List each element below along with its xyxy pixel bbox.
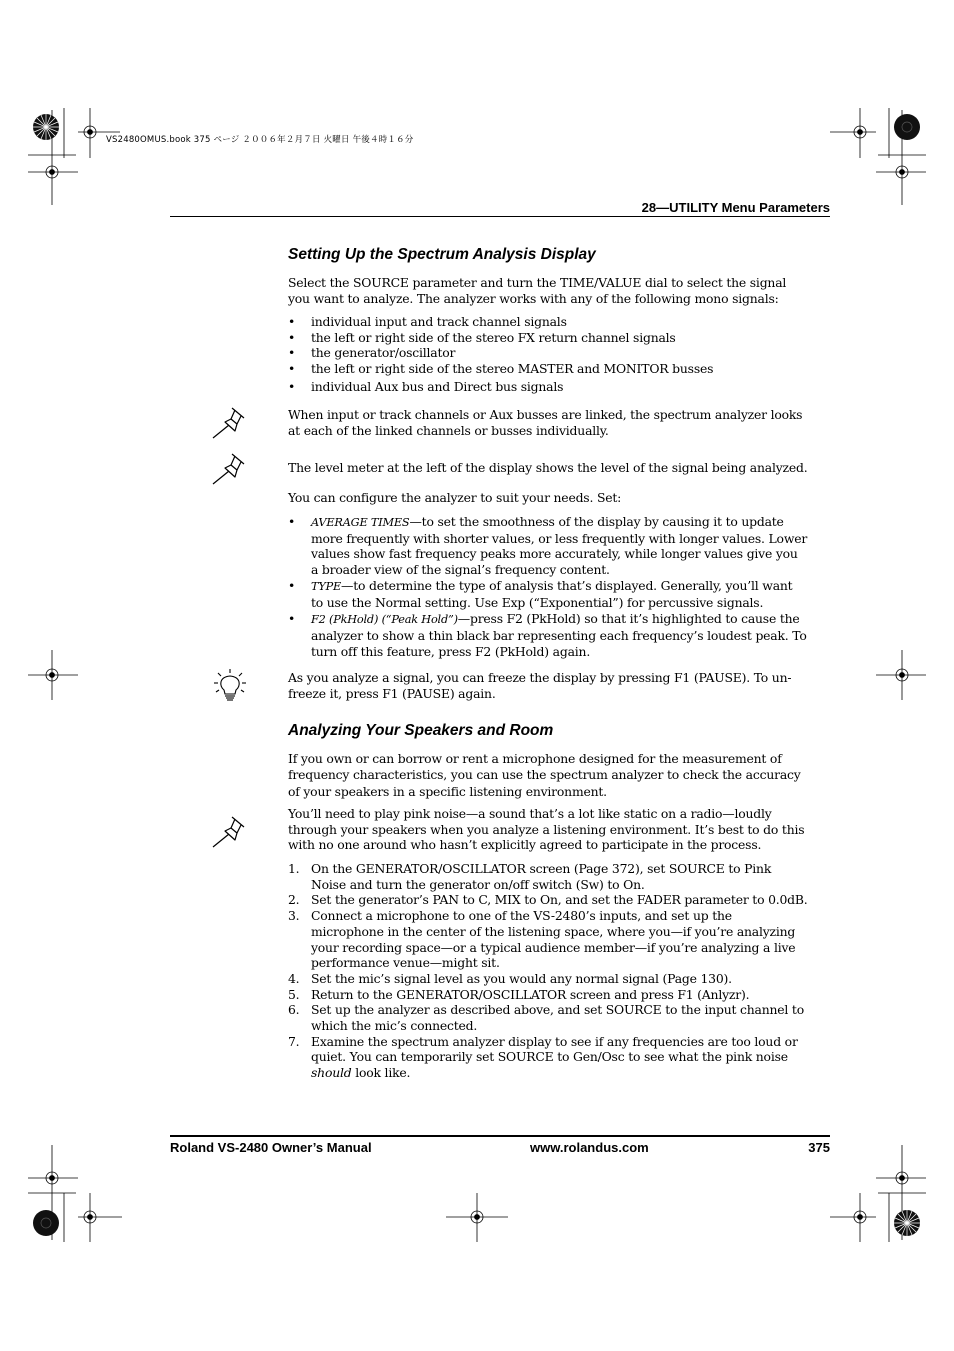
note-level-meter: The level meter at the left of the display shows the level of the signal being analyzed.	[288, 460, 808, 475]
list-item: 1. On the GENERATOR/OSCILLATOR screen (Page 372), set SOURCE to Pink Noise and turn the generator on/off switch (Sw) to On.	[288, 861, 772, 892]
note-linked-channels: When input or track channels or Aux busses are linked, the spectrum analyzer looks at each of the linked channels or busses individually.	[288, 407, 803, 438]
steps-list	[288, 861, 808, 1081]
chapter-header: 28—UTILITY Menu Parameters	[641, 200, 830, 215]
list-item: 6. Set up the analyzer as described above, and set SOURCE to the input channel to which the mic’s connected.	[288, 1002, 804, 1034]
footer-rule	[170, 1135, 830, 1137]
list-item: • the left or right side of the stereo MASTER and MONITOR busses	[288, 361, 714, 377]
tip-freeze-display: As you analyze a signal, you can freeze the display by pressing F1 (PAUSE). To un-freeze it, press F1 (PAUSE) again.	[288, 670, 792, 701]
section2-intro: If you own or can borrow or rent a microphone designed for the measurement of frequency characteristics, you can use the spectrum analyzer to check the accuracy of your speakers in a specific listening environment.	[288, 751, 801, 799]
section-heading-speakers-room: Analyzing Your Speakers and Room	[288, 722, 554, 739]
configure-intro: You can configure the analyzer to suit your needs. Set:	[288, 490, 622, 505]
list-item: • individual Aux bus and Direct bus signals	[288, 378, 564, 394]
list-item: 5. Return to the GENERATOR/OSCILLATOR screen and press F1 (Anlyzr).	[288, 986, 750, 1002]
list-item: • F2 (PkHold) (“Peak Hold”)—press F2 (PkHold) so that it’s highlighted to cause the analyzer to show a thin black bar representing each frequency’s loudest peak. To turn off this feature, press F2 (PkHold) again.	[288, 611, 807, 659]
list-item: 7. Examine the spectrum analyzer display to see if any frequencies are too loud or quiet. You can temporarily set SOURCE to Gen/Osc to see what the pink noise should look like.	[288, 1033, 798, 1081]
list-item: • the generator/oscillator	[288, 345, 456, 361]
footer-manual-title: Roland VS-2480 Owner’s Manual	[170, 1140, 372, 1155]
footer-url: www.rolandus.com	[530, 1140, 649, 1155]
list-item: 3. Connect a microphone to one of the VS-2480’s inputs, and set up the microphone in the center of the listening space, where you—if you’re analyzing your recording space—or a typical audience member—if you’re analyzing a live performance venue—might sit.	[288, 908, 796, 971]
page-number: 375	[808, 1140, 830, 1155]
list-item: 2. Set the generator’s PAN to C, MIX to On, and set the FADER parameter to 0.0dB.	[288, 892, 808, 908]
note-pink-noise: You’ll need to play pink noise—a sound that’s a lot like static on a radio—loudly through your speakers when you analyze a listening environment. It’s best to do this with no one around who hasn’t explicitly agreed to participate in the process.	[288, 806, 805, 853]
lightbulb-icon	[213, 668, 247, 704]
section1-intro: Select the SOURCE parameter and turn the TIME/VALUE dial to select the signal you want to analyze. The analyzer works with any of the following mono signals:	[288, 275, 787, 306]
list-item: • TYPE—to determine the type of analysis that’s displayed. Generally, you’ll want to use the Normal setting. Use Exp (“Exponential”) for percussive signals.	[288, 578, 793, 611]
list-item: • the left or right side of the stereo FX return channel signals	[288, 329, 676, 345]
signals-list	[288, 314, 808, 395]
settings-list	[288, 514, 808, 659]
list-item: • AVERAGE TIMES—to set the smoothness of the display by causing it to update more frequently with shorter values, or less frequently with longer values. Lower values show fast frequency peaks more accurately, while longer values give you a broader view of the signal’s frequency content.	[288, 514, 808, 578]
book-slug: VS2480OMUS.book 375 ページ ２００６年２月７日 火曜日 午後４時１６分	[106, 135, 414, 145]
pushpin-icon	[210, 405, 248, 441]
pushpin-icon	[210, 814, 248, 850]
section-heading-spectrum-display: Setting Up the Spectrum Analysis Display	[288, 246, 596, 263]
list-item: • individual input and track channel signals	[288, 314, 567, 329]
header-rule	[170, 216, 830, 217]
pushpin-icon	[210, 451, 248, 487]
list-item: 4. Set the mic’s signal level as you would any normal signal (Page 130).	[288, 970, 732, 986]
